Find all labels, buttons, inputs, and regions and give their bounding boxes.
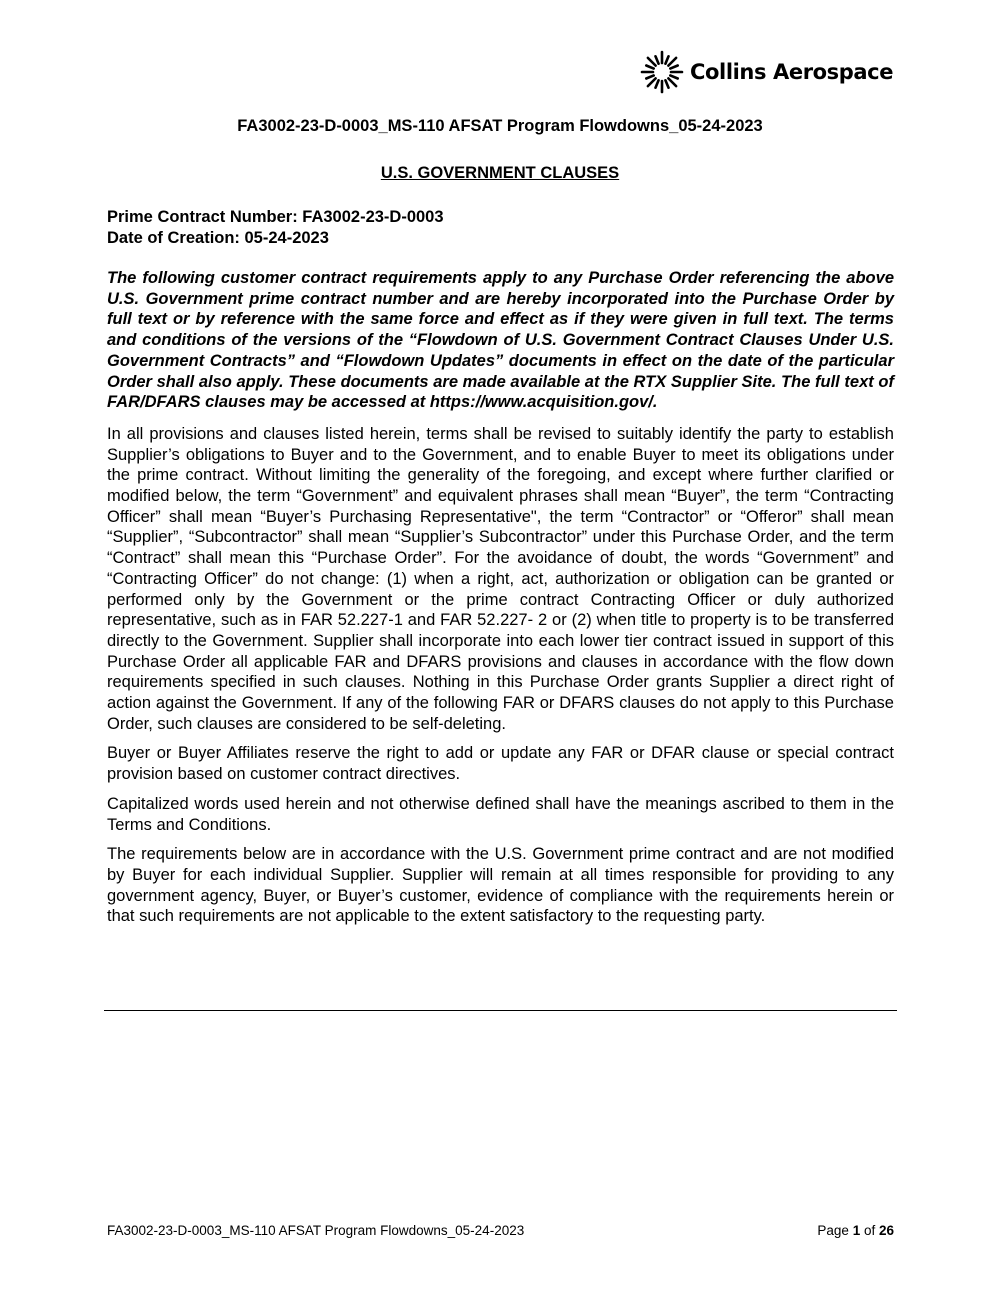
logo-ray <box>668 58 676 66</box>
logo-ray <box>646 65 653 68</box>
intro-paragraph: The following customer contract requirements apply to any Purchase Order referencing the above U.S. Government prime contract number and are hereby incorporated into the Purchase Order by full text or by reference with the same force and effect as if they were given in full text. The terms and conditions of the versions of the “Flowdown of U.S. Government Contract Clauses Under U.S. Government Contracts” and “Flowdown Updates” documents in effect on the date of the particular Order shall also apply. These documents are made available at the RTX Supplier Site. The full text of FAR/DFARS clauses may be accessed at https://www.acquisition.gov/. <box>107 269 894 412</box>
footer-document-name: FA3002-23-D-0003_MS-110 AFSAT Program Flowdowns_05-24-2023 <box>107 1223 525 1238</box>
page-current: 1 <box>852 1223 861 1238</box>
logo-text: Collins Aerospace <box>690 60 894 84</box>
date-of-creation: Date of Creation: 05-24-2023 <box>107 229 329 247</box>
logo-ray <box>655 56 658 63</box>
logo-ray <box>648 58 656 66</box>
document-body <box>107 268 894 936</box>
horizontal-divider <box>104 1010 897 1011</box>
paragraph-terms-revision: In all provisions and clauses listed herein, terms shall be revised to suitably identify the party to establish Supplier’s obligations to Buyer and to the Government, and to enable Buyer to meet its obligations under the prime contract. Without limiting the generality of the foregoing, and except where further clarified or modified below, the term “Government” and equivalent phrases shall mean “Buyer”, the term “Contracting Officer” shall mean “Buyer’s Purchasing Representative", the term “Contractor” or “Offeror” shall mean “Supplier”, “Subcontractor” shall mean “Supplier’s Subcontractor” under this Purchase Order, and the term “Contract” shall mean this “Purchase Order”. For the avoidance of doubt, the words “Government” and “Contracting Officer” do not change: (1) when a right, act, authorization or obligation can be granted or performed only by the Government or the prime contract Contracting Officer or duly authorized representative, such as in FAR 52.227-1 and FAR 52.227- 2 or (2) when title to property is to be transferred directly to the Government. Supplier shall incorporate into each lower tier contract issued in support of this Purchase Order all applicable FAR and DFARS provisions and clauses in accordance with the flow down requirements specified in such clauses. Nothing in this Purchase Order grants Supplier a direct right of action against the Government. If any of the following FAR or DFARS clauses do not apply to this Purchase Order, such clauses are considered to be self-deleting. <box>107 424 894 733</box>
logo-ray <box>665 56 668 63</box>
paragraph-requirements: The requirements below are in accordance with the U.S. Government prime contract and are not modified by Buyer for each individual Supplier. Supplier will remain at all times responsible for providing to any government agency, Buyer, or Buyer’s customer, evidence of compliance with the requirements herein or that such requirements are not applicable to the extent satisfactory to the requesting party. <box>107 845 894 926</box>
company-logo <box>640 48 900 96</box>
logo-ray <box>646 75 653 78</box>
logo-ray <box>670 65 677 68</box>
sunburst-logo-icon <box>640 50 684 94</box>
logo-ray <box>655 80 658 87</box>
logo-ray <box>670 75 677 78</box>
prime-contract-number: Prime Contract Number: FA3002-23-D-0003 <box>107 208 444 226</box>
logo-ray <box>668 78 676 86</box>
section-heading: U.S. GOVERNMENT CLAUSES <box>380 164 620 182</box>
paragraph-capitalized-words: Capitalized words used herein and not otherwise defined shall have the meanings ascribed to them in the Terms and Conditions. <box>107 794 894 834</box>
document-title: FA3002-23-D-0003_MS-110 AFSAT Program Flowdowns_05-24-2023 <box>237 117 763 135</box>
contract-metadata <box>107 207 444 249</box>
page-separator: of <box>860 1223 879 1238</box>
paragraph-buyer-rights: Buyer or Buyer Affiliates reserve the right to add or update any FAR or DFAR clause or special contract provision based on customer contract directives. <box>107 744 894 784</box>
logo-ray <box>665 80 668 87</box>
logo-ray <box>648 78 656 86</box>
page-total: 26 <box>878 1223 894 1238</box>
footer-page-number <box>817 1223 894 1238</box>
page-prefix: Page <box>817 1223 853 1238</box>
